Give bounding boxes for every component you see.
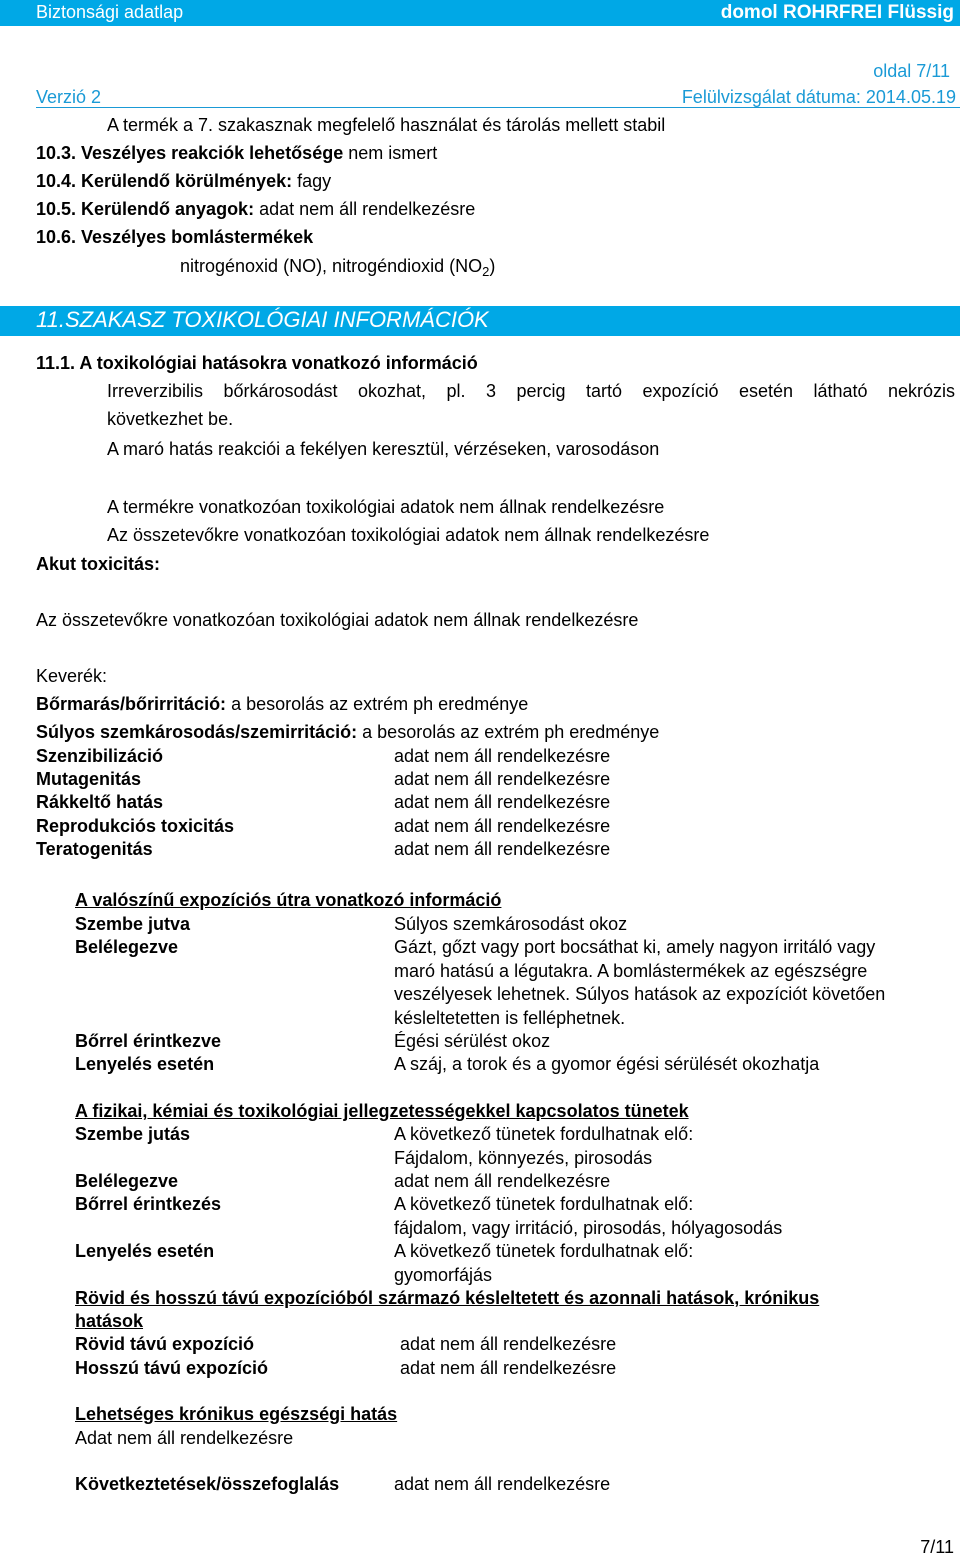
prop-label: Reprodukciós toxicitás <box>36 816 235 836</box>
section-10-5-value: adat nem áll rendelkezésre <box>259 199 476 219</box>
exposure-skin-value: Égési sérülést okoz <box>394 1031 551 1051</box>
long-exposure-value: adat nem áll rendelkezésre <box>400 1358 617 1378</box>
prop-value: adat nem áll rendelkezésre <box>394 839 611 859</box>
symptoms-ingest-line2: gyomorfájás <box>394 1265 493 1285</box>
prop-value: adat nem áll rendelkezésre <box>394 792 611 812</box>
short-exposure-label: Rövid távú expozíció <box>75 1334 255 1354</box>
decomposition-end: ) <box>489 256 496 276</box>
stability-text: A termék a 7. szakasznak megfelelő használat és tárolás mellett stabil <box>107 115 666 135</box>
skin-damage-line2: következhet be. <box>107 409 234 429</box>
eye-damage-row <box>36 721 659 744</box>
section-10-3-label: 10.3. Veszélyes reakciók lehetősége <box>36 143 344 163</box>
symptoms-eye-label: Szembe jutás <box>75 1124 191 1144</box>
chronic-heading: Lehetséges krónikus egészségi hatás <box>75 1404 398 1424</box>
short-exposure-value: adat nem áll rendelkezésre <box>400 1334 617 1354</box>
delayed-heading-line2: hatások <box>75 1311 144 1331</box>
exposure-inhal-line: maró hatású a légutakra. A bomlástermékek az egészségre <box>394 961 868 981</box>
section-10-3 <box>36 142 437 165</box>
header-bar <box>0 0 960 26</box>
skin-corrosion-label: Bőrmarás/bőrirritáció: <box>36 694 227 714</box>
eye-damage-value: a besorolás az extrém ph eredménye <box>362 722 660 742</box>
prop-value: adat nem áll rendelkezésre <box>394 746 611 766</box>
product-name: domol ROHRFREI Flüssig <box>720 2 954 23</box>
symptoms-inhal-label: Belélegezve <box>75 1171 179 1191</box>
chronic-value: Adat nem áll rendelkezésre <box>75 1428 294 1448</box>
section-11-bar <box>0 306 960 336</box>
product-tox-note: A termékre vonatkozóan toxikológiai adatok nem állnak rendelkezésre <box>107 497 665 517</box>
prop-value: adat nem áll rendelkezésre <box>394 769 611 789</box>
acute-toxicity-text: Az összetevőkre vonatkozóan toxikológiai adatok nem állnak rendelkezésre <box>36 610 639 630</box>
symptoms-inhal-value: adat nem áll rendelkezésre <box>394 1171 611 1191</box>
prop-label: Rákkeltő hatás <box>36 792 164 812</box>
skin-damage-line1: Irreverzibilis bőrkárosodást okozhat, pl. 3 percig tartó expozíció esetén látható nekrózis <box>107 381 955 401</box>
section-10-3-value: nem ismert <box>348 143 438 163</box>
long-exposure-label: Hosszú távú expozíció <box>75 1358 269 1378</box>
eye-damage-label: Súlyos szemkárosodás/szemirritáció: <box>36 722 358 742</box>
exposure-inhal-line: veszélyesek lehetnek. Súlyos hatások az expozíciót követően <box>394 984 886 1004</box>
exposure-heading: A valószínű expozíciós útra vonatkozó információ <box>75 890 502 910</box>
prop-value: adat nem áll rendelkezésre <box>394 816 611 836</box>
exposure-eye-value: Súlyos szemkárosodást okoz <box>394 914 628 934</box>
exposure-inhal-line: Gázt, gőzt vagy port bocsáthat ki, amely nagyon irritáló vagy <box>394 937 876 957</box>
symptoms-ingest-line1: A következő tünetek fordulhatnak elő: <box>394 1241 694 1261</box>
section-11-1-title: 11.1. A toxikológiai hatásokra vonatkozó információ <box>36 353 478 373</box>
conclusion-value: adat nem áll rendelkezésre <box>394 1474 611 1494</box>
symptoms-eye-line1: A következő tünetek fordulhatnak elő: <box>394 1124 694 1144</box>
doc-type: Biztonsági adatlap <box>36 2 184 22</box>
section-10-5 <box>36 198 475 221</box>
symptoms-skin-label: Bőrrel érintkezés <box>75 1194 222 1214</box>
delayed-heading-line1: Rövid és hosszú távú expozícióból származó késleltetett és azonnali hatások, krónikus <box>75 1288 820 1308</box>
skin-corrosion-row <box>36 693 528 716</box>
symptoms-eye-line2: Fájdalom, könnyezés, pirosodás <box>394 1148 653 1168</box>
exposure-inhal-line: késleltetetten is felléphetnek. <box>394 1008 626 1028</box>
decomposition-subscript: 2 <box>482 264 490 279</box>
section-10-4-value: fagy <box>297 171 332 191</box>
review-date: Felülvizsgálat dátuma: 2014.05.19 <box>681 87 956 107</box>
section-10-5-label: 10.5. Kerülendő anyagok: <box>36 199 255 219</box>
prop-label: Teratogenitás <box>36 839 153 859</box>
page-number-top: oldal 7/11 <box>873 61 950 81</box>
header-divider <box>36 107 960 108</box>
acute-toxicity-label: Akut toxicitás: <box>36 554 161 574</box>
exposure-ingest-label: Lenyelés esetén <box>75 1054 215 1074</box>
symptoms-heading: A fizikai, kémiai és toxikológiai jellegzetességekkel kapcsolatos tünetek <box>75 1101 689 1121</box>
symptoms-skin-line1: A következő tünetek fordulhatnak elő: <box>394 1194 694 1214</box>
prop-label: Mutagenitás <box>36 769 142 789</box>
footer-page-number: 7/11 <box>920 1537 954 1557</box>
mixture-label: Keverék: <box>36 666 108 686</box>
section-10-4-label: 10.4. Kerülendő körülmények: <box>36 171 293 191</box>
prop-label: Szenzibilizáció <box>36 746 164 766</box>
exposure-eye-label: Szembe jutva <box>75 914 191 934</box>
version: Verzió 2 <box>36 87 102 107</box>
exposure-inhal-label: Belélegezve <box>75 937 179 957</box>
component-tox-note: Az összetevőkre vonatkozóan toxikológiai adatok nem állnak rendelkezésre <box>107 525 710 545</box>
exposure-ingest-value: A száj, a torok és a gyomor égési sérülését okozhatja <box>394 1054 820 1074</box>
decomposition-products <box>180 255 495 279</box>
conclusion-label: Következtetések/összefoglalás <box>75 1474 340 1494</box>
section-11-title: 11.SZAKASZ TOXIKOLÓGIAI INFORMÁCIÓK <box>36 307 489 332</box>
decomposition-main: nitrogénoxid (NO), nitrogéndioxid (NO <box>180 256 483 276</box>
skin-corrosion-value: a besorolás az extrém ph eredménye <box>231 694 529 714</box>
section-10-6-label: 10.6. Veszélyes bomlástermékek <box>36 227 314 247</box>
exposure-skin-label: Bőrrel érintkezve <box>75 1031 222 1051</box>
symptoms-skin-line2: fájdalom, vagy irritáció, pirosodás, hólyagosodás <box>394 1218 783 1238</box>
section-10-4 <box>36 170 331 193</box>
corrosive-reaction: A maró hatás reakciói a fekélyen keresztül, vérzéseken, varosodáson <box>107 439 660 459</box>
symptoms-ingest-label: Lenyelés esetén <box>75 1241 215 1261</box>
